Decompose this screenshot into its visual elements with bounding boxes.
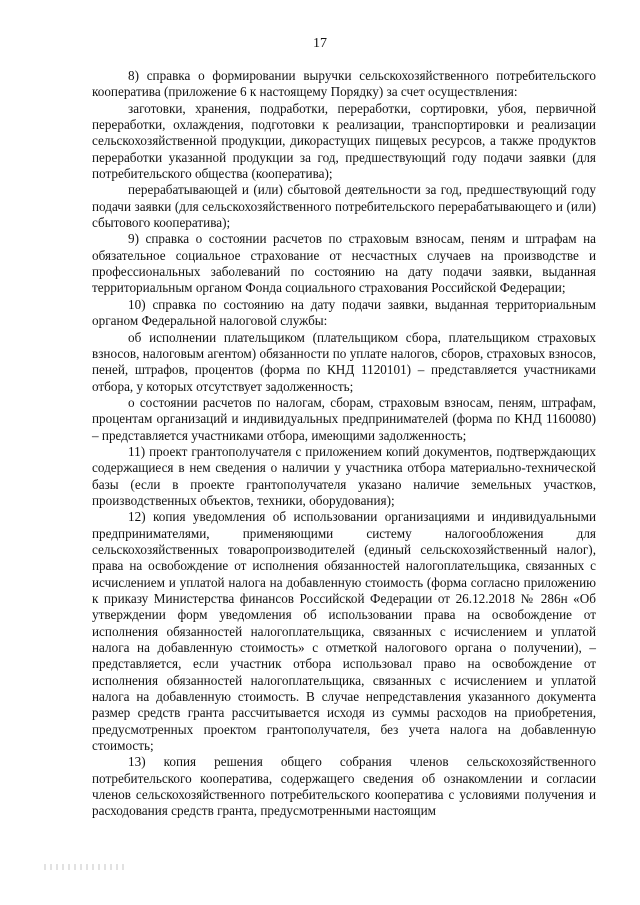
paragraph-item-11: 11) проект грантополучателя с приложением копий документов, подтверждающих содержащиеся в нем сведения о наличии у участника отбора материально-технической базы (если в проекте грантополучателя указано наличие земельных участков, производственных объектов, техники, оборудования); [92,443,596,508]
paragraph-item-12: 12) копия уведомления об использовании организациями и индивидуальными предпринимателями, применяющими систему налогообложения для сельскохозяйственных товаропроизводителей (единый сельскохозяйственный налог), права на освобождение от исполнения обязанностей налогоплательщика, связанных с исчислением и уплатой налога на добавленную стоимость (форма согласно приложению к приказу Министерства финансов Российской Федерации от 26.12.2018 № 286н «Об утверждении форм уведомления об использовании права на освобождение от исполнения обязанностей налогоплательщика, связанных с исчислением и уплатой налога на добавленную стоимость» с отметкой налогового органа о получении), – представляется, если участник отбора использовал право на освобождение от исполнения обязанностей налогоплательщика, связанных с исчислением и уплатой налога на добавленную стоимость. В случае непредставления указанного документа размер средств гранта рассчитывается исходя из суммы расходов на приобретения, предусмотренных проектом грантополучателя, без учета налога на добавленную стоимость; [92,509,596,754]
paragraph-item-10-sub-1: об исполнении плательщиком (плательщиком сбора, плательщиком страховых взносов, налоговым агентом) обязанности по уплате налогов, сборов, страховых взносов, пеней, штрафов, процентов (форма по КНД 1120101) – представляется участниками отбора, у которых отсутствует задолженность; [92,329,596,394]
paragraph-item-8-sub-2: перерабатывающей и (или) сбытовой деятельности за год, предшествующий году подачи заявки (для сельскохозяйственного потребительского перерабатывающего и (или) сбытового кооператива); [92,182,596,231]
paragraph-item-13: 13) копия решения общего собрания членов сельскохозяйственного потребительского кооператива, содержащего сведения об ознакомлении и согласии членов сельскохозяйственного потребительского кооператива с условиями получения и расходования средств гранта, предусмотренными настоящим [92,754,596,819]
page-number: 17 [313,36,327,51]
document-body [92,68,596,820]
paragraph-item-10-sub-2: о состоянии расчетов по налогам, сборам, страховым взносам, пеням, штрафам, процентам организаций и индивидуальных предпринимателей (форма по КНД 1160080) – представляется участниками отбора, имеющими задолженность; [92,394,596,443]
paragraph-item-8-sub-1: заготовки, хранения, подработки, переработки, сортировки, убоя, первичной переработки, охлаждения, подготовки к реализации, транспортировки и реализации сельскохозяйственной продукции, дикорастущих пищевых ресурсов, а также продуктов переработки указанной продукции за год, предшествующий году подачи заявки (для потребительского общества (кооператива); [92,100,596,182]
paragraph-item-10: 10) справка по состоянию на дату подачи заявки, выданная территориальным органом Федеральной налоговой службы: [92,296,596,329]
scan-smudge [44,864,124,870]
paragraph-item-8: 8) справка о формировании выручки сельскохозяйственного потребительского кооператива (приложение 6 к настоящему Порядку) за счет осуществления: [92,68,596,100]
paragraph-item-9: 9) справка о состоянии расчетов по страховым взносам, пеням и штрафам на обязательное социальное страхование от несчастных случаев на производстве и профессиональных заболеваний по состоянию на дату подачи заявки, выданная территориальным органом Фонда социального страхования Российской Федерации; [92,231,596,296]
